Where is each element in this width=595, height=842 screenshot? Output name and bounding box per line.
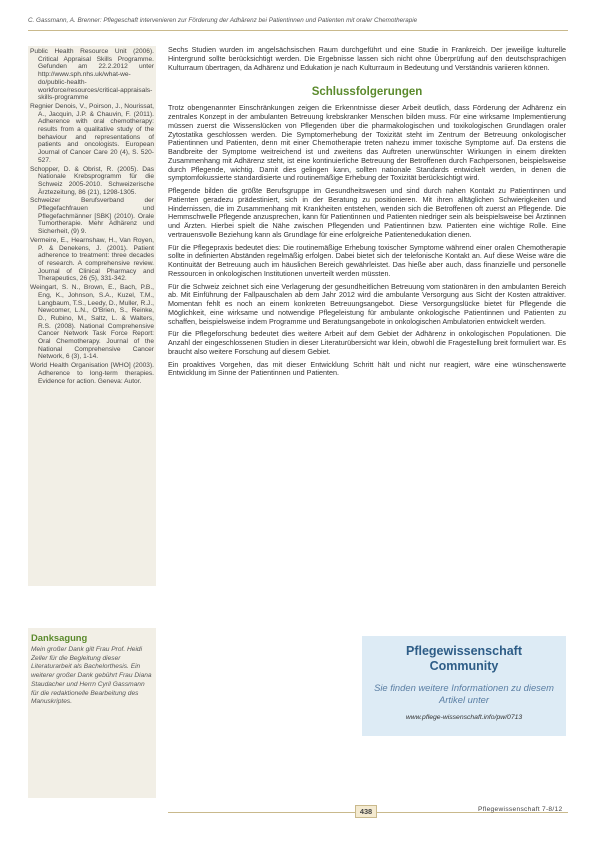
promo-title-line1: Pflegewissenschaft: [405, 644, 522, 658]
body-paragraph: Pflegende bilden die größte Berufsgruppe im Gesundheitswesen und sind durch nahen Kontakt zu Patientinnen und Patienten geradezu prädestiniert, sich in der Beratung zu positionieren. Mit ihren alltäglichen Schwierigkeiten und Hindernissen, die im Zusammenhang mit Krankheiten entstehen, wenden sich die Betroffenen oft zuerst an Pflegende. Die Hemmschwelle Pflegende anzusprechen, kann für Patientinnen und Patienten niedriger sein als beispielsweise bei Ärztinnen und Ärzten. Hierbei spielt die Nähe zwischen Pflegenden und Patientinnen bzw. Patienten eine wichtige Rolle. Eine vertrauensvolle Beziehung kann als Grundlage für eine erfolgreiche Patientenedukation dienen.: [168, 186, 566, 239]
body-paragraph: Für die Pflegepraxis bedeutet dies: Die routinemäßige Erhebung toxischer Symptome während einer oralen Chemotherapie sollte in definierten Abständen regelmäßig erfolgen. Dabei bietet sich der telefonische Kontakt an. Auf diese Weise wäre die Kontinuität der Betreuung auch im häuslichen Bereich gewährleistet. Das hieße aber auch, dass finanzielle und personelle Ressourcen in onkologischen Institutionen unverteilt werden müssten.: [168, 242, 566, 278]
reference-item: Weingart, S. N., Brown, E., Bach, P.B., Eng, K., Johnson, S.A., Kuzel, T.M., Langbaum, T.S., Leedy, D., Muller, R.J., Newcomer, L.N., O'Brien, S., Reinke, D., Rubino, M., Saltz, L. & Walters, R.S. (2008). National Comprehensive Cancer Network Task Force Report: Oral Chemotherapy. Journal of the National Comprehensive Cancer Network, 6 (3), 1-14.: [30, 284, 154, 361]
reference-item: Vermeire, E., Hearnshaw, H., Van Royen, P. & Denekens, J. (2001). Patient adherence to treatment: three decades of research. A comprehensive review. Journal of Clinical Pharmacy and Therapeutics, 26 (5), 331-342.: [30, 236, 154, 283]
acknowledgement-title: Danksagung: [31, 632, 88, 643]
promo-title: [362, 644, 566, 674]
promo-title-line2: Community: [429, 659, 499, 673]
acknowledgement-box: [28, 628, 156, 798]
section-heading: Schlussfolgerungen: [311, 86, 423, 99]
body-paragraph: Trotz obengenannter Einschränkungen zeigen die Erkenntnisse dieser Arbeit deutlich, dass Förderung der Adhärenz ein zentrales Konzept in der ambulanten Betreuung krebskranker Menschen bilden muss. Für eine wirksame Implementierung müssen zuerst die Wissenslücken von Pflegenden über die pharmakologischen und toxikologischen Grundlagen oraler Zytostatika geschlossen werden. Die Symptomerhebung der Toxizität steht im Zentrum der Betreuung onkologischer Patientinnen und Patienten, denn mit einer Chemotherapie treten nahezu immer toxische Symptome auf. Da erstens die Bandbreite der Symptome weitreichend ist und zweitens das Auftreten unerwünschter Wirkungen in einem direkten Zusammenhang mit Adhärenz steht, ist eine kontinuierliche Betreuung der Betroffenen durch Fachpersonen, beispielsweise durch Pflegende, wichtig. Damit dies gelingen kann, sollten nationale Standards entwickelt werden, in denen die symptomfokussierte standardisierte und routinemäßige Erhebung der Toxizität berücksichtigt wird.: [168, 103, 566, 183]
reference-item: Schopper, D. & Obrist, R. (2005). Das Nationale Krebsprogramm für die Schweiz 2005-2010. Schweizerische Ärztezeitung, 86 (21), 1298-1305.: [30, 165, 154, 196]
running-title: C. Gassmann, A. Brenner: Pflegeschaft intervenieren zur Förderung der Adhärenz bei Patientinnen und Patienten mit oraler Chemotherapie: [28, 16, 418, 24]
promo-subtitle: Sie finden weitere Informationen zu diesem Artikel unter: [374, 682, 554, 705]
journal-issue: Pflegewissenschaft 7-8/12: [478, 806, 563, 813]
body-paragraph: Für die Pflegeforschung bedeutet dies weitere Arbeit auf dem Gebiet der Adhärenz in onkologischen Populationen. Die Anzahl der eingeschlossenen Studien in dieser Literaturübersicht war klein, obwohl die Fragestellung breit formuliert war. Es braucht also weitere Forschung auf diesem Gebiet.: [168, 329, 566, 356]
running-header: [28, 10, 568, 31]
page-number: 438: [355, 805, 377, 818]
main-column: [168, 46, 566, 382]
reference-item: Schweizer Berufsverband der Pflegefachfrauen und Pflegefachmänner [SBK] (2010). Orale Tumortherapie. Mehr Adhärenz und Sicherheit, (9) 9.: [30, 197, 154, 236]
intro-paragraph: Sechs Studien wurden im angelsächsischen Raum durchgeführt und eine Studie in Frankreich. Der jeweilige kulturelle Hintergrund sollte berücksichtigt werden. Die Ergebnisse lassen sich nicht ohne Überprüfung auf den deutschsprachigen Kulturraum übertragen, da Adhärenz und Edukation je nach Kulturraum in Bedeutung und Verständnis variieren können.: [168, 45, 566, 72]
reference-list: [28, 46, 156, 586]
reference-item: World Health Organisation [WHO] (2003). Adherence to long-term therapies. Evidence for action. Geneva: Autor.: [30, 362, 154, 385]
reference-item: Regnier Denois, V., Poirson, J., Nourissat, A., Jacquin, J.P. & Chauvin, F. (2011). Adherence with oral chemotherapy: results from a qualitative study of the behaviour and representations of patients and oncologists. European Journal of Cancer Care 20 (4), S. 520-527.: [30, 102, 154, 164]
promo-url-link[interactable]: www.pflege-wissenschaft.info/pw/0713: [405, 714, 523, 721]
body-paragraph: Ein proaktives Vorgehen, das mit dieser Entwicklung Schritt hält und nicht nur reagiert, wäre eine wünschenswerte Entwicklung im Sinne der Patientinnen und Patienten.: [168, 359, 566, 378]
body-paragraph: Für die Schweiz zeichnet sich eine Verlagerung der gesundheitlichen Betreuung vom stationären in den ambulanten Bereich ab. Mit Einführung der Fallpauschalen ab dem Jahr 2012 wird die ambulante Versorgung aus Sicht der Kosten attraktiver. Momentan fehlt es noch an einem konkreten Betreuungsangebot. Diese Versorgungslücke bietet für Pflegende die Möglichkeit, eine wirksame und notwendige Pflegeleistung für ambulante onkologische Patientinnen und Patienten zu schaffen, beispielsweise indem Programme und Beratungsangebote in onkologischen Ambulatorien entwickelt werden.: [168, 281, 566, 326]
reference-item: Public Health Resource Unit (2006). Critical Appraisal Skills Programme. Gefunden am 22.2.2012 unter http://www.sph.nhs.uk/what-we-do/public-health-workforce/resources/critical-appraisals-skills-programme: [30, 48, 154, 102]
community-promo-box: [362, 636, 566, 736]
acknowledgement-text: Mein großer Dank gilt Frau Prof. Heidi Zeller für die Begleitung dieser Literaturarbeit als Bachelorthesis. Ein weiterer großer Dank gebührt Frau Diana Staudacher und Herrn Cyril Gassmann für die redaktionelle Bearbeitung des Manuskriptes.: [31, 646, 152, 706]
